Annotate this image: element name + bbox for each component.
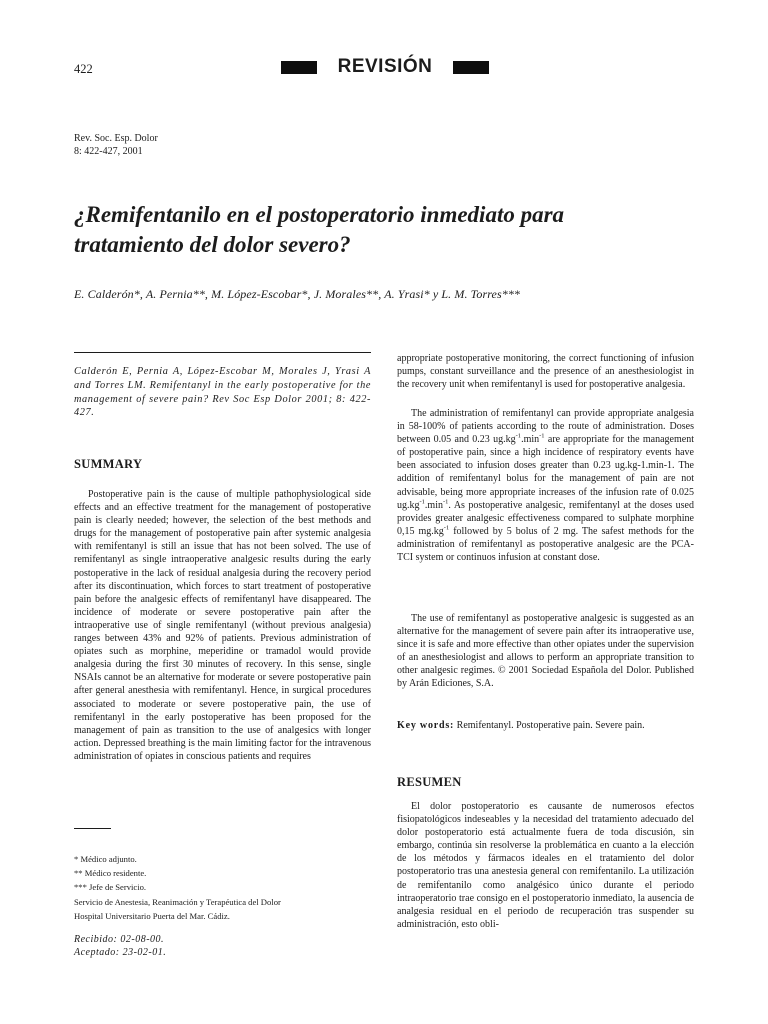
p2-text-6: followed by 5 bolus of 2 mg. The safest methods for the administration of remifentanyl as postoperative analgesic are the PCA-TCI system or continuos infusion at constant dose. — [397, 525, 695, 564]
citation-rule — [74, 352, 371, 353]
page-number: 422 — [74, 62, 93, 76]
section-label: REVISIÓN — [337, 56, 433, 77]
title-line-1: ¿Remifentanilo en el postoperatorio inmediato para — [74, 202, 565, 227]
p2-sup-2: -1 — [539, 432, 545, 440]
keywords-text: Remifentanyl. Postoperative pain. Severe pain. — [454, 720, 645, 731]
footnote-service: Servicio de Anestesia, Reanimación y Terapéutica del Dolor — [74, 896, 281, 907]
summary-paragraph-2 — [397, 407, 694, 564]
p2-text-5: . As postoperative analgesic, remifentanyl at the doses used provides greater analgesic effectiveness compared to sulphate morphine 0,15 mg.kg — [397, 499, 694, 537]
footnote-1: * Médico adjunto. — [74, 854, 137, 864]
summary-paragraph-1: Postoperative pain is the cause of multiple pathophysiological side effects and an effective treatment for the management of postoperative pain is clearly needed; however, the selection of the best methods and drugs for the management of postoperative pain after systemic analgesia with remifentanyl is still an issue that has not been solved. The use of remifentanyl as single intraoperative analgesic results during the early postoperative in the lack of residual analgesia during the recovery period after its discontinuation, which forces to start treatment of postoperative pain before the analgesic effects of remifentanyl have disappeared. The incidence of moderate or severe postoperative pain after the intraoperative use of single remifentanyl (without previous analgesia) ranges between 43% and 92% of patients. Previous administration of opiates such as morphine, meperidine or tramadol would provide analgesia during the first 30 minutes of recovery. In this sense, single NSAIs cannot be an alternative for moderate or severe postoperative pain after general anesthesia with remifentanyl. Hence, in surgical procedures associated to moderate or severe postoperative pain, the use of remifentanyl in the early postoperative has been proposed for the management of pain as transition to the use of analgesics with longer action. Depressed breathing is the main limiting factor for the intravenous administration of opiates in conscious patients and requires — [74, 489, 371, 762]
p2-text-3: are appropriate for the management of postoperative pain, since a high incidence of respiratory events have been associated to infusion doses greater than 0.23 ug.kg-1.min-1. The addition of remifentanyl bolus for the management of pain are not advisable, being more appropriate increases of the infusion rate of 0.025 ug.kg — [397, 434, 694, 511]
p2-text-2: .min — [521, 434, 540, 446]
p2-sup-1: -1 — [515, 432, 522, 440]
resumen-heading: RESUMEN — [397, 775, 462, 789]
footnote-2: ** Médico residente. — [74, 868, 147, 879]
header-bar-right — [453, 61, 489, 74]
summary-heading: SUMMARY — [74, 457, 143, 471]
footnote-hospital: Hospital Universitario Puerta del Mar. Cádiz. — [74, 910, 230, 921]
footnote-3: *** Jefe de Servicio. — [74, 882, 147, 893]
header-bar-left — [281, 61, 317, 74]
title-line-2: tratamiento del dolor severo? — [74, 232, 351, 257]
journal-volume: 8: 422-427, 2001 — [74, 146, 143, 157]
p2-sup-4: -1 — [442, 498, 449, 506]
footnote-rule — [74, 828, 111, 829]
footnotes — [74, 852, 281, 923]
p2-text-4: .min — [424, 499, 443, 511]
journal-reference — [74, 132, 158, 158]
p2-sup-5: -1 — [443, 524, 450, 532]
summary-paragraph-3: The use of remifentanyl as postoperative analgesic is suggested as an alternative for the management of severe pain after its intraoperative use, since it is safe and more effective than other opiates under the supervision of an anesthesiologist and allows to perform an appropriate transition to other analgesic regimes. © 2001 Sociedad Española del Dolor. Published by Arán Ediciones, S.A. — [397, 613, 694, 690]
p2-text-1: The administration of remifentanyl can provide appropriate analgesia in 58-100% of patients according to the route of administration. Doses between 0.05 and 0.23 ug.kg — [397, 408, 694, 446]
keywords — [397, 719, 694, 732]
article-dates — [74, 934, 166, 959]
summary-continuation: appropriate postoperative monitoring, the correct functioning of infusion pumps, constant surveillance and the presence of an anesthesiologist in the recovery unit when remifentanyl is used for postoperative analgesia. — [397, 353, 694, 391]
p2-sup-3: -1 — [419, 498, 425, 506]
journal-name: Rev. Soc. Esp. Dolor — [74, 133, 158, 144]
received-date: Recibido: 02-08-00. — [74, 934, 165, 945]
accepted-date: Aceptado: 23-02-01. — [74, 946, 167, 958]
author-list: E. Calderón*, A. Pernia**, M. López-Escobar*, J. Morales**, A. Yrasi* y L. M. Torres*** — [74, 287, 521, 301]
citation-block: Calderón E, Pernia A, López-Escobar M, Morales J, Yrasi A and Torres LM. Remifentanyl in the early postoperative for the management of severe pain? Rev Soc Esp Dolor 2001; 8: 422-427. — [74, 366, 371, 419]
resumen-paragraph: El dolor postoperatorio es causante de numerosos efectos fisiopatológicos indeseables y la necesidad del tratamiento adecuado del dolor postoperatorio está actualmente fuera de toda discusión, sin embargo, continúa sin resolverse la problemática en cuanto a la elección de los métodos y fármacos ideales en el tratamiento del dolor postoperatorio tras una anestesia general con remifentanilo. La utilización de remifentanilo como analgésico único durante el periodo intraoperatorio trae consigo en el postoperatorio inmediato, la ausencia de analgesia residual en el periodo de recuperación tras suspender su administración, esto obli- — [397, 801, 694, 930]
article-title — [74, 200, 714, 260]
keywords-label: Key words: — [397, 720, 455, 731]
